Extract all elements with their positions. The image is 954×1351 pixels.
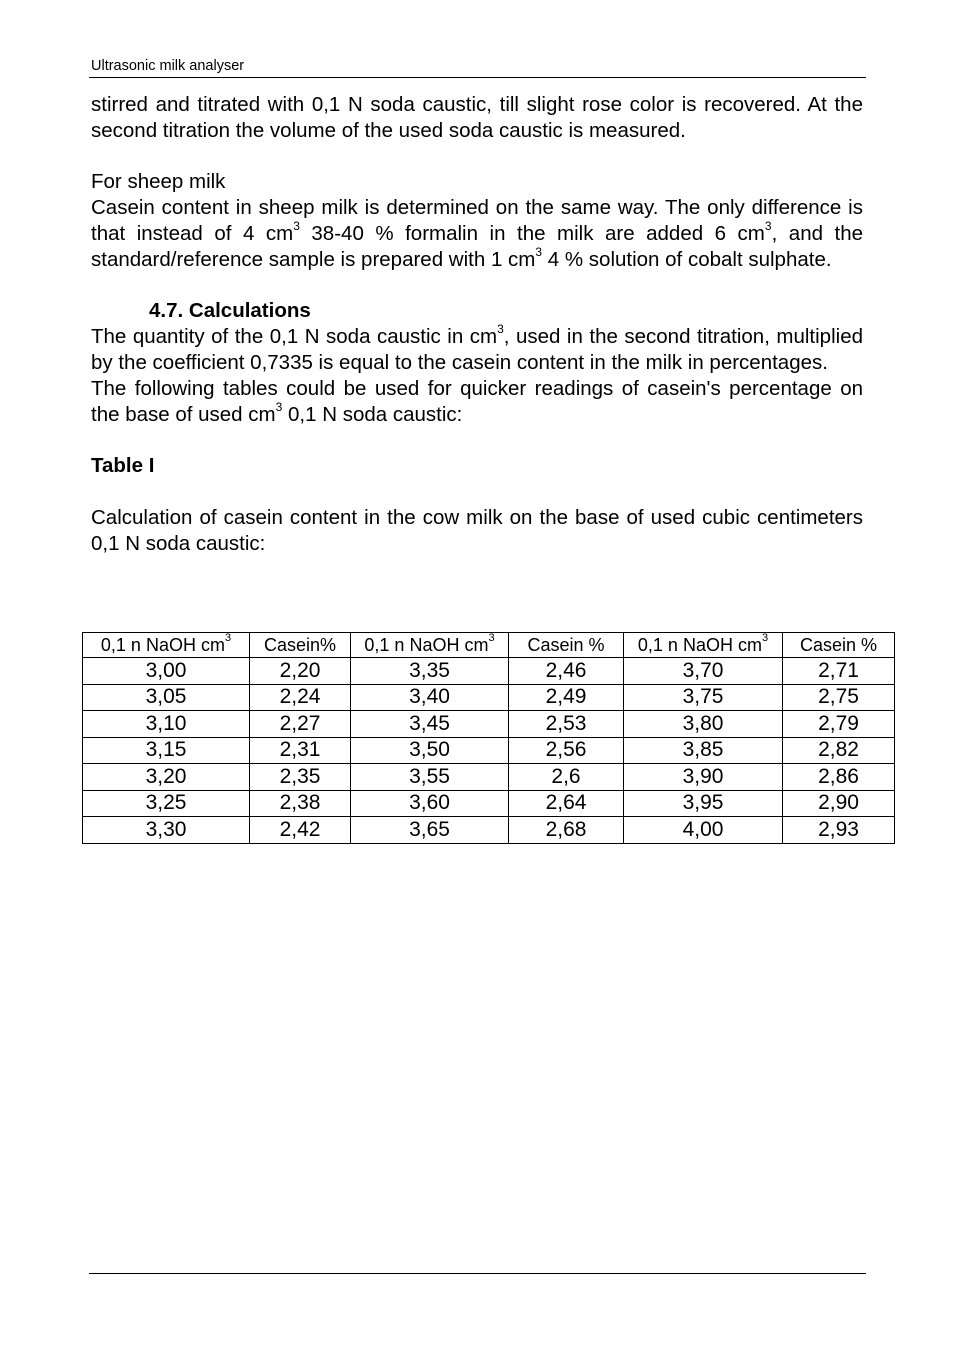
table-cell: 3,45	[351, 711, 509, 738]
table-cell: 2,31	[250, 737, 351, 764]
table-cell: 3,50	[351, 737, 509, 764]
table-cell: 2,24	[250, 684, 351, 711]
table-cell: 3,75	[624, 684, 783, 711]
table-cell: 2,86	[783, 764, 895, 791]
table-cell: 3,25	[83, 790, 250, 817]
table-row	[83, 658, 895, 685]
table-cell: 2,75	[783, 684, 895, 711]
column-header: Casein%	[250, 633, 351, 658]
table-row	[83, 684, 895, 711]
table-cell: 2,46	[509, 658, 624, 685]
superscript: 3	[764, 219, 772, 234]
footer-divider	[89, 1273, 866, 1274]
sheep-milk-label: For sheep milk	[91, 170, 226, 194]
table-cell: 3,65	[351, 817, 509, 844]
paragraph-sheep-milk	[91, 195, 863, 272]
table-cell: 3,55	[351, 764, 509, 791]
table-cell: 2,71	[783, 658, 895, 685]
superscript: 3	[275, 399, 283, 414]
table-cell: 3,20	[83, 764, 250, 791]
table-cell: 3,35	[351, 658, 509, 685]
table-cell: 2,56	[509, 737, 624, 764]
tables-text-b: 0,1 N soda caustic:	[282, 402, 463, 426]
section-heading: 4.7. Calculations	[149, 299, 311, 323]
sheep-text-d: 4 % solution of cobalt sulphate.	[542, 247, 832, 271]
paragraph-titration: stirred and titrated with 0,1 N soda caustic, till slight rose color is recovered. At the second titration the volume of the used soda caustic is measured.	[91, 93, 863, 142]
table-cell: 3,70	[624, 658, 783, 685]
table-cell: 3,40	[351, 684, 509, 711]
table-cell: 3,30	[83, 817, 250, 844]
table-cell: 2,53	[509, 711, 624, 738]
table-cell: 2,82	[783, 737, 895, 764]
column-header: Casein %	[509, 633, 624, 658]
table-cell: 3,15	[83, 737, 250, 764]
superscript: 3	[293, 219, 300, 234]
table-cell: 3,95	[624, 790, 783, 817]
page-body	[91, 92, 863, 556]
header-divider	[89, 77, 866, 78]
table-row	[83, 817, 895, 844]
table-cell: 2,20	[250, 658, 351, 685]
paragraph-tables-intro	[91, 376, 863, 428]
sheep-text-c: , and the standard/reference sample is prepared with 1 cm	[91, 221, 864, 271]
table-cell: 3,00	[83, 658, 250, 685]
table-cell: 3,85	[624, 737, 783, 764]
table-cell: 3,80	[624, 711, 783, 738]
paragraph-calculation	[91, 324, 863, 376]
table-cell: 3,90	[624, 764, 783, 791]
table-cell: 2,64	[509, 790, 624, 817]
table-cell: 2,93	[783, 817, 895, 844]
table-cell: 2,6	[509, 764, 624, 791]
table-row	[83, 790, 895, 817]
tables-text-a: The following tables could be used for quicker readings of casein's percentage on the base of used cm	[91, 376, 863, 426]
table-cell: 3,05	[83, 684, 250, 711]
table-cell: 2,68	[509, 817, 624, 844]
table-row	[83, 711, 895, 738]
casein-table	[82, 632, 895, 844]
column-header: Casein %	[783, 633, 895, 658]
table-cell: 3,10	[83, 711, 250, 738]
table-cell: 2,42	[250, 817, 351, 844]
table-cell: 2,49	[509, 684, 624, 711]
column-header: 0,1 n NaOH $cm^3$	[624, 633, 783, 658]
table-cell: 2,90	[783, 790, 895, 817]
table-cell: 2,38	[250, 790, 351, 817]
table-label: Table I	[91, 454, 155, 478]
running-header: Ultrasonic milk analyser	[91, 58, 245, 74]
superscript: 3	[535, 244, 543, 259]
table-cell: 2,35	[250, 764, 351, 791]
table-row	[83, 764, 895, 791]
table-cell: 2,79	[783, 711, 895, 738]
table-cell: 4,00	[624, 817, 783, 844]
table-cell: 2,27	[250, 711, 351, 738]
table-row	[83, 737, 895, 764]
table-cell: 3,60	[351, 790, 509, 817]
sheep-text-a: Casein content in sheep milk is determined on the same way. The only difference is that instead of 4 cm	[91, 196, 863, 245]
table-header-row	[83, 633, 895, 658]
column-header: 0,1 n NaOH $cm^3$	[83, 633, 250, 658]
sheep-text-b: 38-40 % formalin in the milk are added 6 cm	[299, 221, 765, 245]
superscript: 3	[497, 322, 504, 337]
column-header: 0,1 n NaOH $cm^3$	[351, 633, 509, 658]
calc-text-a: The quantity of the 0,1 N soda caustic in cm	[91, 325, 498, 349]
table-caption: Calculation of casein content in the cow milk on the base of used cubic centimeters 0,1 N soda caustic:	[91, 505, 863, 555]
calc-text-b: , used in the second titration, multiplied by the coefficient 0,7335 is equal to the casein content in the milk in percentages.	[91, 325, 863, 374]
